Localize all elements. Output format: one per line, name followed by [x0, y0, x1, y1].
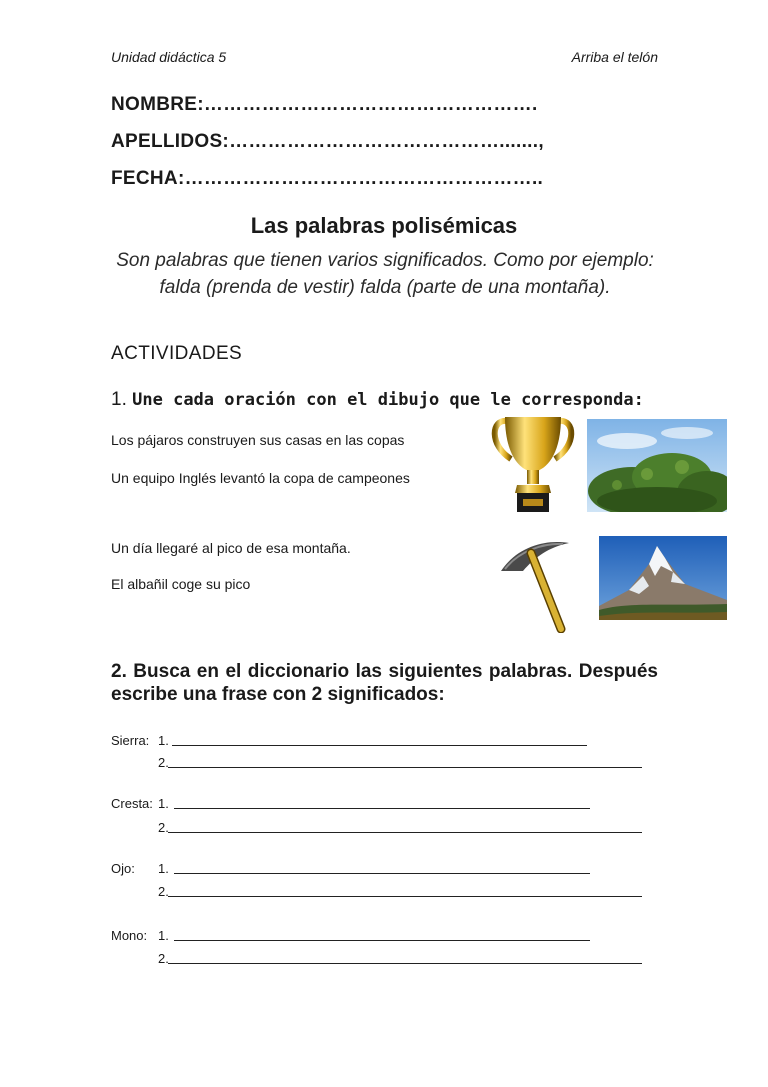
answer-line[interactable]: [168, 832, 642, 833]
line-number: 1.: [158, 733, 169, 748]
answer-line[interactable]: [168, 963, 642, 964]
answer-line[interactable]: [168, 896, 642, 897]
question-2: 2. Busca en el diccionario las siguientes palabras. Después escribe una frase con 2 significados:: [111, 661, 658, 705]
sentence-1: Los pájaros construyen sus casas en las copas: [111, 432, 405, 448]
word-ojo: Ojo:: [111, 861, 135, 876]
question-text: Une cada oración con el dibujo que le corresponda:: [132, 390, 644, 410]
field-nombre[interactable]: [111, 94, 538, 116]
line-number: 2.: [158, 820, 169, 835]
field-fecha[interactable]: [111, 168, 543, 190]
question-number: 1.: [111, 389, 127, 410]
answer-line[interactable]: [174, 808, 590, 809]
pickaxe-image: [497, 537, 573, 633]
sentence-3: Un día llegaré al pico de esa montaña.: [111, 540, 351, 556]
word-cresta: Cresta:: [111, 796, 153, 811]
word-sierra: Sierra:: [111, 733, 150, 748]
line-number: 2.: [158, 951, 169, 966]
field-label: APELLIDOS:: [111, 131, 230, 152]
sentence-2: Un equipo Inglés levantó la copa de campeones: [111, 470, 410, 486]
line-number: 1.: [158, 796, 169, 811]
line-number: 2.: [158, 755, 169, 770]
answer-line[interactable]: [174, 873, 590, 874]
activities-heading: ACTIVIDADES: [111, 343, 243, 364]
field-dots: …………………………………….......,: [229, 131, 544, 152]
intro-text: Son palabras que tienen varios significados. Como por ejemplo: falda (prenda de vestir) falda (parte de una montaña).: [116, 250, 654, 298]
field-label: FECHA:: [111, 168, 185, 189]
trophy-image: [487, 415, 579, 513]
answer-line[interactable]: [174, 940, 590, 941]
field-dots: ………………………………………………..: [184, 168, 544, 189]
field-label: NOMBRE:: [111, 94, 204, 115]
word-mono: Mono:: [111, 928, 148, 943]
question-1: [111, 389, 644, 411]
line-number: 1.: [158, 861, 169, 876]
line-number: 2.: [158, 884, 169, 899]
header-unit: Unidad didáctica 5: [111, 49, 227, 65]
header-title: Arriba el telón: [571, 49, 658, 65]
answer-line[interactable]: [172, 745, 587, 746]
field-apellidos[interactable]: [111, 131, 544, 153]
sentence-4: El albañil coge su pico: [111, 576, 251, 592]
line-number: 1.: [158, 928, 169, 943]
field-dots: …………………………………………….: [203, 94, 538, 115]
answer-line[interactable]: [168, 767, 642, 768]
tree-image: [587, 419, 727, 512]
mountain-image: [599, 536, 727, 620]
page-title: Las palabras polisémicas: [250, 213, 518, 238]
